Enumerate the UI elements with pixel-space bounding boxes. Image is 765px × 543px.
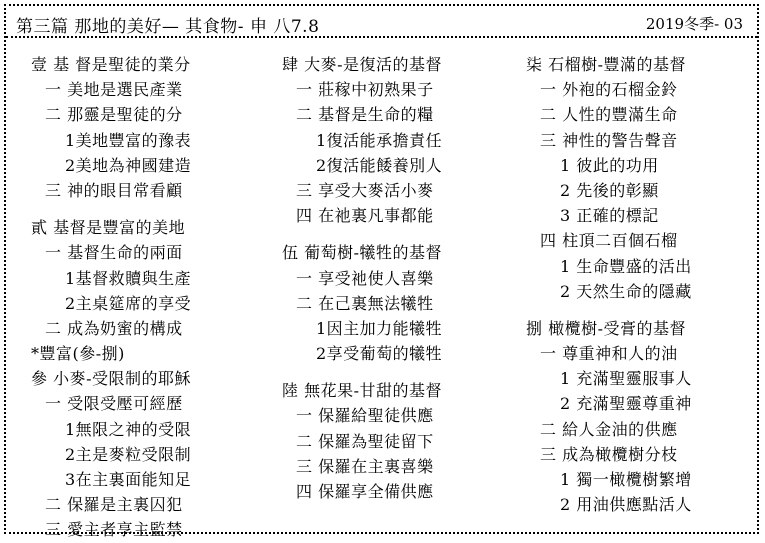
outline-subpoint: 2 天然生命的隱藏 [560,281,692,301]
outline-point: 四 保羅享全備供應 [296,482,434,501]
outline-subpoint: 1 充滿聖靈服事人 [560,369,692,389]
outline-point: 一 保羅給聖徒供應 [296,406,434,426]
outline-point: 三 成為橄欖樹分枝 [540,444,678,464]
outline-point: 一 美地是選民產業 [45,80,183,100]
outline-heading: 肆 大麥-是復活的基督 [282,55,442,74]
outline-point: 二 保羅是主裏囚犯 [45,495,183,515]
outline-subpoint: 1復活能承擔責任 [316,130,443,150]
outline-subpoint: 2 用油供應點活人 [560,495,692,515]
outline-subpoint: 2 充滿聖靈尊重神 [560,394,692,414]
section-gap [31,203,271,215]
outline-point: 三 神性的警告聲音 [540,130,678,150]
outline-heading: 柒 石榴樹-豐滿的基督 [526,55,686,74]
outline-heading: *豐富(參-捌) [31,344,125,364]
outline-point: 一 尊重神和人的油 [540,344,678,364]
outline-point: 一 基督生命的兩面 [45,243,183,263]
outline-point: 一 受限受壓可經歷 [45,394,183,414]
outline-heading: 壹 基 督是聖徒的業分 [31,55,191,74]
outline-subpoint: 2享受葡萄的犧牲 [316,344,443,364]
outline-subpoint: 1 獨一橄欖樹繁增 [560,470,692,489]
section-gap [282,228,522,240]
issue-code: 2019冬季- 03 [645,15,743,33]
outline-point: 三 神的眼目常看顧 [45,180,183,200]
outline-column-1 [31,52,271,543]
outline-subpoint: 1因主加力能犧牲 [316,318,443,338]
outline-point: 三 愛主者享主監禁 [45,520,183,540]
section-gap [526,304,756,316]
outline-subpoint: 1 生命豐盛的活出 [560,256,692,276]
section-gap [282,366,522,378]
header-bar [6,6,757,38]
outline-point: 二 人性的豐滿生命 [540,105,678,125]
outline-point: 二 在己裏無法犧牲 [296,293,434,313]
outline-point: 二 保羅為聖徒留下 [296,431,434,451]
outline-subpoint: 1 彼此的功用 [560,155,659,175]
page-title: 第三篇 那地的美好— 其食物- 申 八7.8 [16,17,320,37]
outline-heading: 貳 基督是豐富的美地 [31,218,186,238]
outline-subpoint: 2美地為神國建造 [65,155,192,175]
outline-subpoint: 2主是麥粒受限制 [65,444,192,464]
outline-subpoint: 2 先後的彰顯 [560,180,659,200]
outline-heading: 參 小麥-受限制的耶穌 [31,369,191,389]
outline-point: 二 成為奶蜜的構成 [45,318,183,338]
outline-subpoint: 3在主裏面能知足 [65,470,192,489]
outline-subpoint: 2復活能餧養別人 [316,155,443,175]
outline-subpoint: 1美地豐富的豫表 [65,130,192,150]
outline-subpoint: 1無限之神的受限 [65,419,192,439]
outline-point: 一 享受祂使人喜樂 [296,268,434,288]
outline-heading: 陸 無花果-甘甜的基督 [282,381,442,401]
outline-heading: 捌 橄欖樹-受膏的基督 [526,318,686,338]
outline-subpoint: 2主桌筵席的享受 [65,293,192,313]
outline-point: 二 基督是生命的糧 [296,105,434,125]
outline-point: 一 莊稼中初熟果子 [296,80,434,100]
outline-column-2 [282,52,522,504]
outline-column-3 [526,52,756,517]
outline-subpoint: 3 正確的標記 [560,206,659,226]
outline-point: 四 柱頂二百個石榴 [540,231,678,251]
outline-point: 二 那靈是聖徒的分 [45,105,183,125]
outline-point: 四 在祂裏凡事都能 [296,206,434,226]
outline-point: 二 給人金油的供應 [540,419,678,439]
outline-subpoint: 1基督救贖與生產 [65,268,192,288]
outline-point: 一 外袍的石榴金鈴 [540,80,678,100]
outline-heading: 伍 葡萄樹-犧牲的基督 [282,243,442,263]
outline-point: 三 保羅在主裏喜樂 [296,456,434,476]
outline-point: 三 享受大麥活小麥 [296,180,434,200]
